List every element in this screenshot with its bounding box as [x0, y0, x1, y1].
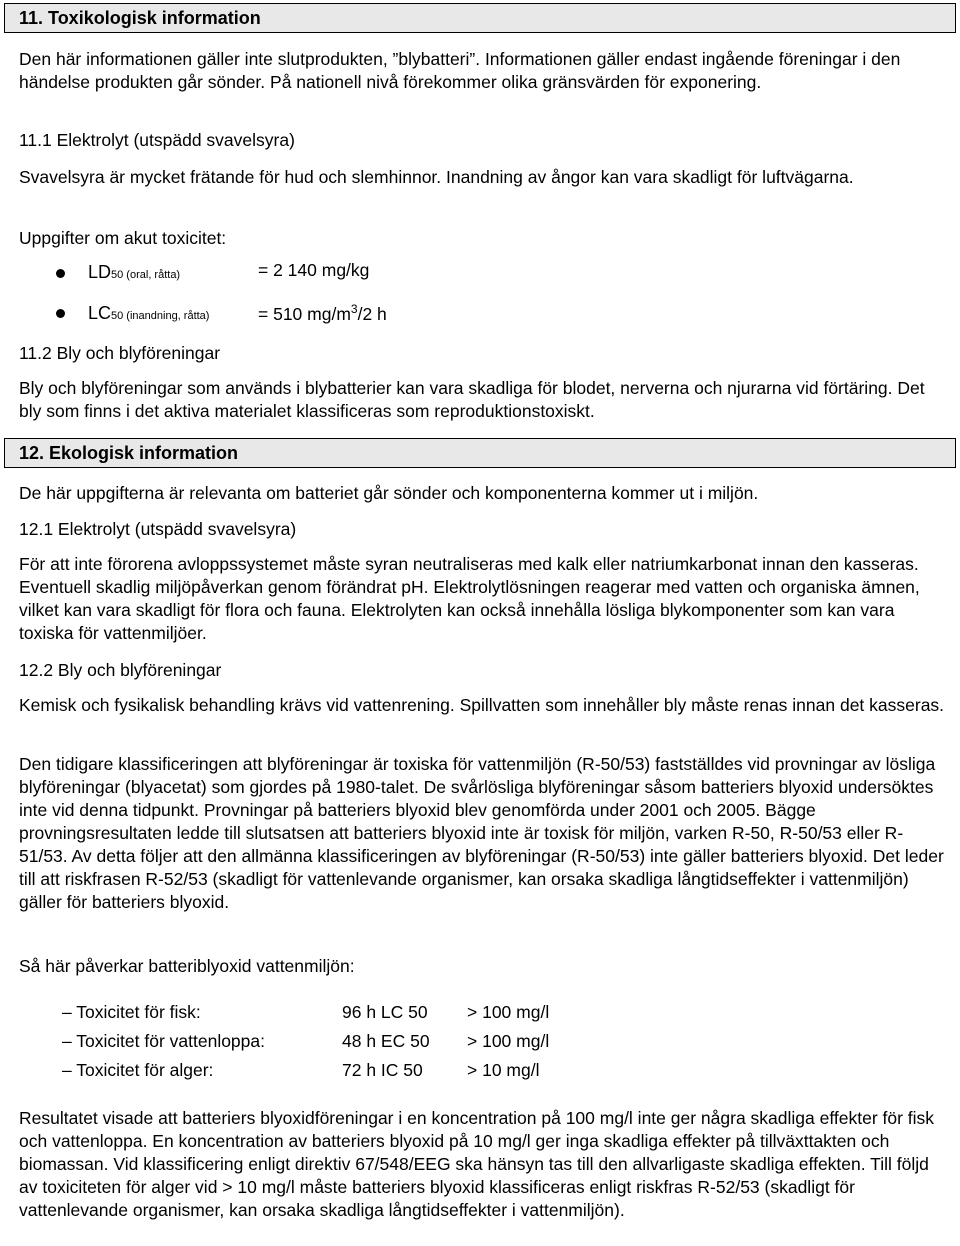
acute-toxicity-label: Uppgifter om akut toxicitet:: [19, 228, 227, 248]
toxicity-key-main: LC: [88, 303, 112, 323]
toxicity-value-tail: /2 h: [357, 303, 387, 324]
section-12-heading: 12. Ekologisk information: [4, 438, 956, 468]
effect-test: 72 h IC 50: [342, 1060, 423, 1080]
toxicity-key-sub: 50 (oral, råtta): [111, 269, 181, 281]
subsection-12-2-text: Kemisk och fysikalisk behandling krävs vid vattenrening. Spillvatten som innehåller bly måste renas innan det kasseras.: [19, 695, 945, 715]
effect-name: – Toxicitet för fisk:: [62, 1002, 201, 1022]
classification-paragraph: Den tidigare klassificeringen att blyföreningar är toxiska för vattenmiljön (R-50/53) fastställdes vid provningar av lösliga blyföreningar (blyacetat) som gjordes på 1980-talet. De svårlösliga blyföreningar såsom batteriers blyoxid undersöktes inte vid denna tidpunkt. Provningar på batteriers blyoxid blev genomförda under 2001 och 2005. Bägge provningsresultaten ledde till slutsatsen att batteriers blyoxid inte är toxisk för miljön, varken R-50, R-50/53 eller R-51/53. Av detta följer att den allmänna klassificeringen av blyföreningar (R-50/53) inte gäller batteriers blyoxid. Det leder till att riskfrasen R-52/53 (skadligt för vattenlevande organismer, kan orsaka skadliga långtidseffekter i vattenmiljön) gäller för batteriers blyoxid.: [19, 754, 944, 912]
effect-value: > 10 mg/l: [467, 1060, 540, 1080]
toxicity-value-main: = 510 mg/m: [258, 303, 351, 324]
toxicity-value: [258, 298, 387, 326]
section-12-intro: De här uppgifterna är relevanta om batteriet går sönder och komponenterna kommer ut i miljön.: [19, 483, 759, 503]
subsection-12-1-title: 12.1 Elektrolyt (utspädd svavelsyra): [19, 519, 297, 539]
subsection-11-1-title: 11.1 Elektrolyt (utspädd svavelsyra): [19, 130, 295, 150]
effect-test: 96 h LC 50: [342, 1002, 428, 1022]
toxicity-key-sub: 50 (inandning, råtta): [111, 310, 210, 322]
toxicity-key: [88, 302, 209, 328]
effect-test: 48 h EC 50: [342, 1031, 430, 1051]
subsection-11-2-text: Bly och blyföreningar som används i blybatterier kan vara skadliga för blodet, nerverna och njurarna vid förtäring. Det bly som finns i det aktiva materialet klassificeras som reproduktionstoxiskt.: [19, 378, 925, 421]
bullet-icon: [56, 269, 65, 278]
bullet-icon: [56, 309, 65, 318]
conclusion-paragraph: Resultatet visade att batteriers blyoxidföreningar i en koncentration på 100 mg/l inte ger några skadliga effekter för fisk och vattenloppa. En koncentration av batteriers blyoxid på 10 mg/l ger inga skadliga effekter på tillväxttakten och biomassan. Vid klassificering enligt direktiv 67/548/EEG ska hänsyn tas till den allvarligaste skadliga effekten. Till följd av toxiciteten för alger vid > 10 mg/l måste batteriers blyoxid klassificeras enligt riskfras R-52/53 (skadligt för vattenlevande organismer, kan orsaka skadliga långtidseffekter i vattenmiljön).: [19, 1108, 935, 1220]
toxicity-key-main: LD: [88, 262, 112, 282]
subsection-12-2-title: 12.2 Bly och blyföreningar: [19, 660, 222, 680]
effect-label: Så här påverkar batteriblyoxid vattenmiljön:: [19, 956, 355, 976]
effect-name: – Toxicitet för vattenloppa:: [62, 1031, 265, 1051]
section-11-intro: Den här informationen gäller inte slutprodukten, ”blybatteri”. Informationen gäller endast ingående föreningar i den händelse produkten går sönder. På nationell nivå förekommer olika gränsvärden för exponering.: [19, 49, 901, 92]
subsection-11-1-text: Svavelsyra är mycket frätande för hud och slemhinnor. Inandning av ångor kan vara skadligt för luftvägarna.: [19, 167, 854, 187]
toxicity-value: = 2 140 mg/kg: [258, 260, 370, 280]
effect-value: > 100 mg/l: [467, 1002, 550, 1022]
toxicity-key: [88, 261, 180, 287]
subsection-12-1-text: För att inte förorena avloppssystemet måste syran neutraliseras med kalk eller natriumkarbonat innan den kasseras. Eventuell skadlig miljöpåverkan genom förändrat pH. Elektrolytlösningen reagerar med vatten och organiska ämnen, vilket kan vara skadligt för flora och fauna. Elektrolyten kan också innehålla lösliga blykomponenter som kan vara toxiska för vattenmiljöer.: [19, 554, 920, 643]
subsection-11-2-title: 11.2 Bly och blyföreningar: [19, 343, 221, 363]
effect-name: – Toxicitet för alger:: [62, 1060, 214, 1080]
section-11-heading: 11. Toxikologisk information: [4, 3, 956, 33]
effect-value: > 100 mg/l: [467, 1031, 550, 1051]
toxicity-value-sup: 3: [350, 302, 358, 316]
